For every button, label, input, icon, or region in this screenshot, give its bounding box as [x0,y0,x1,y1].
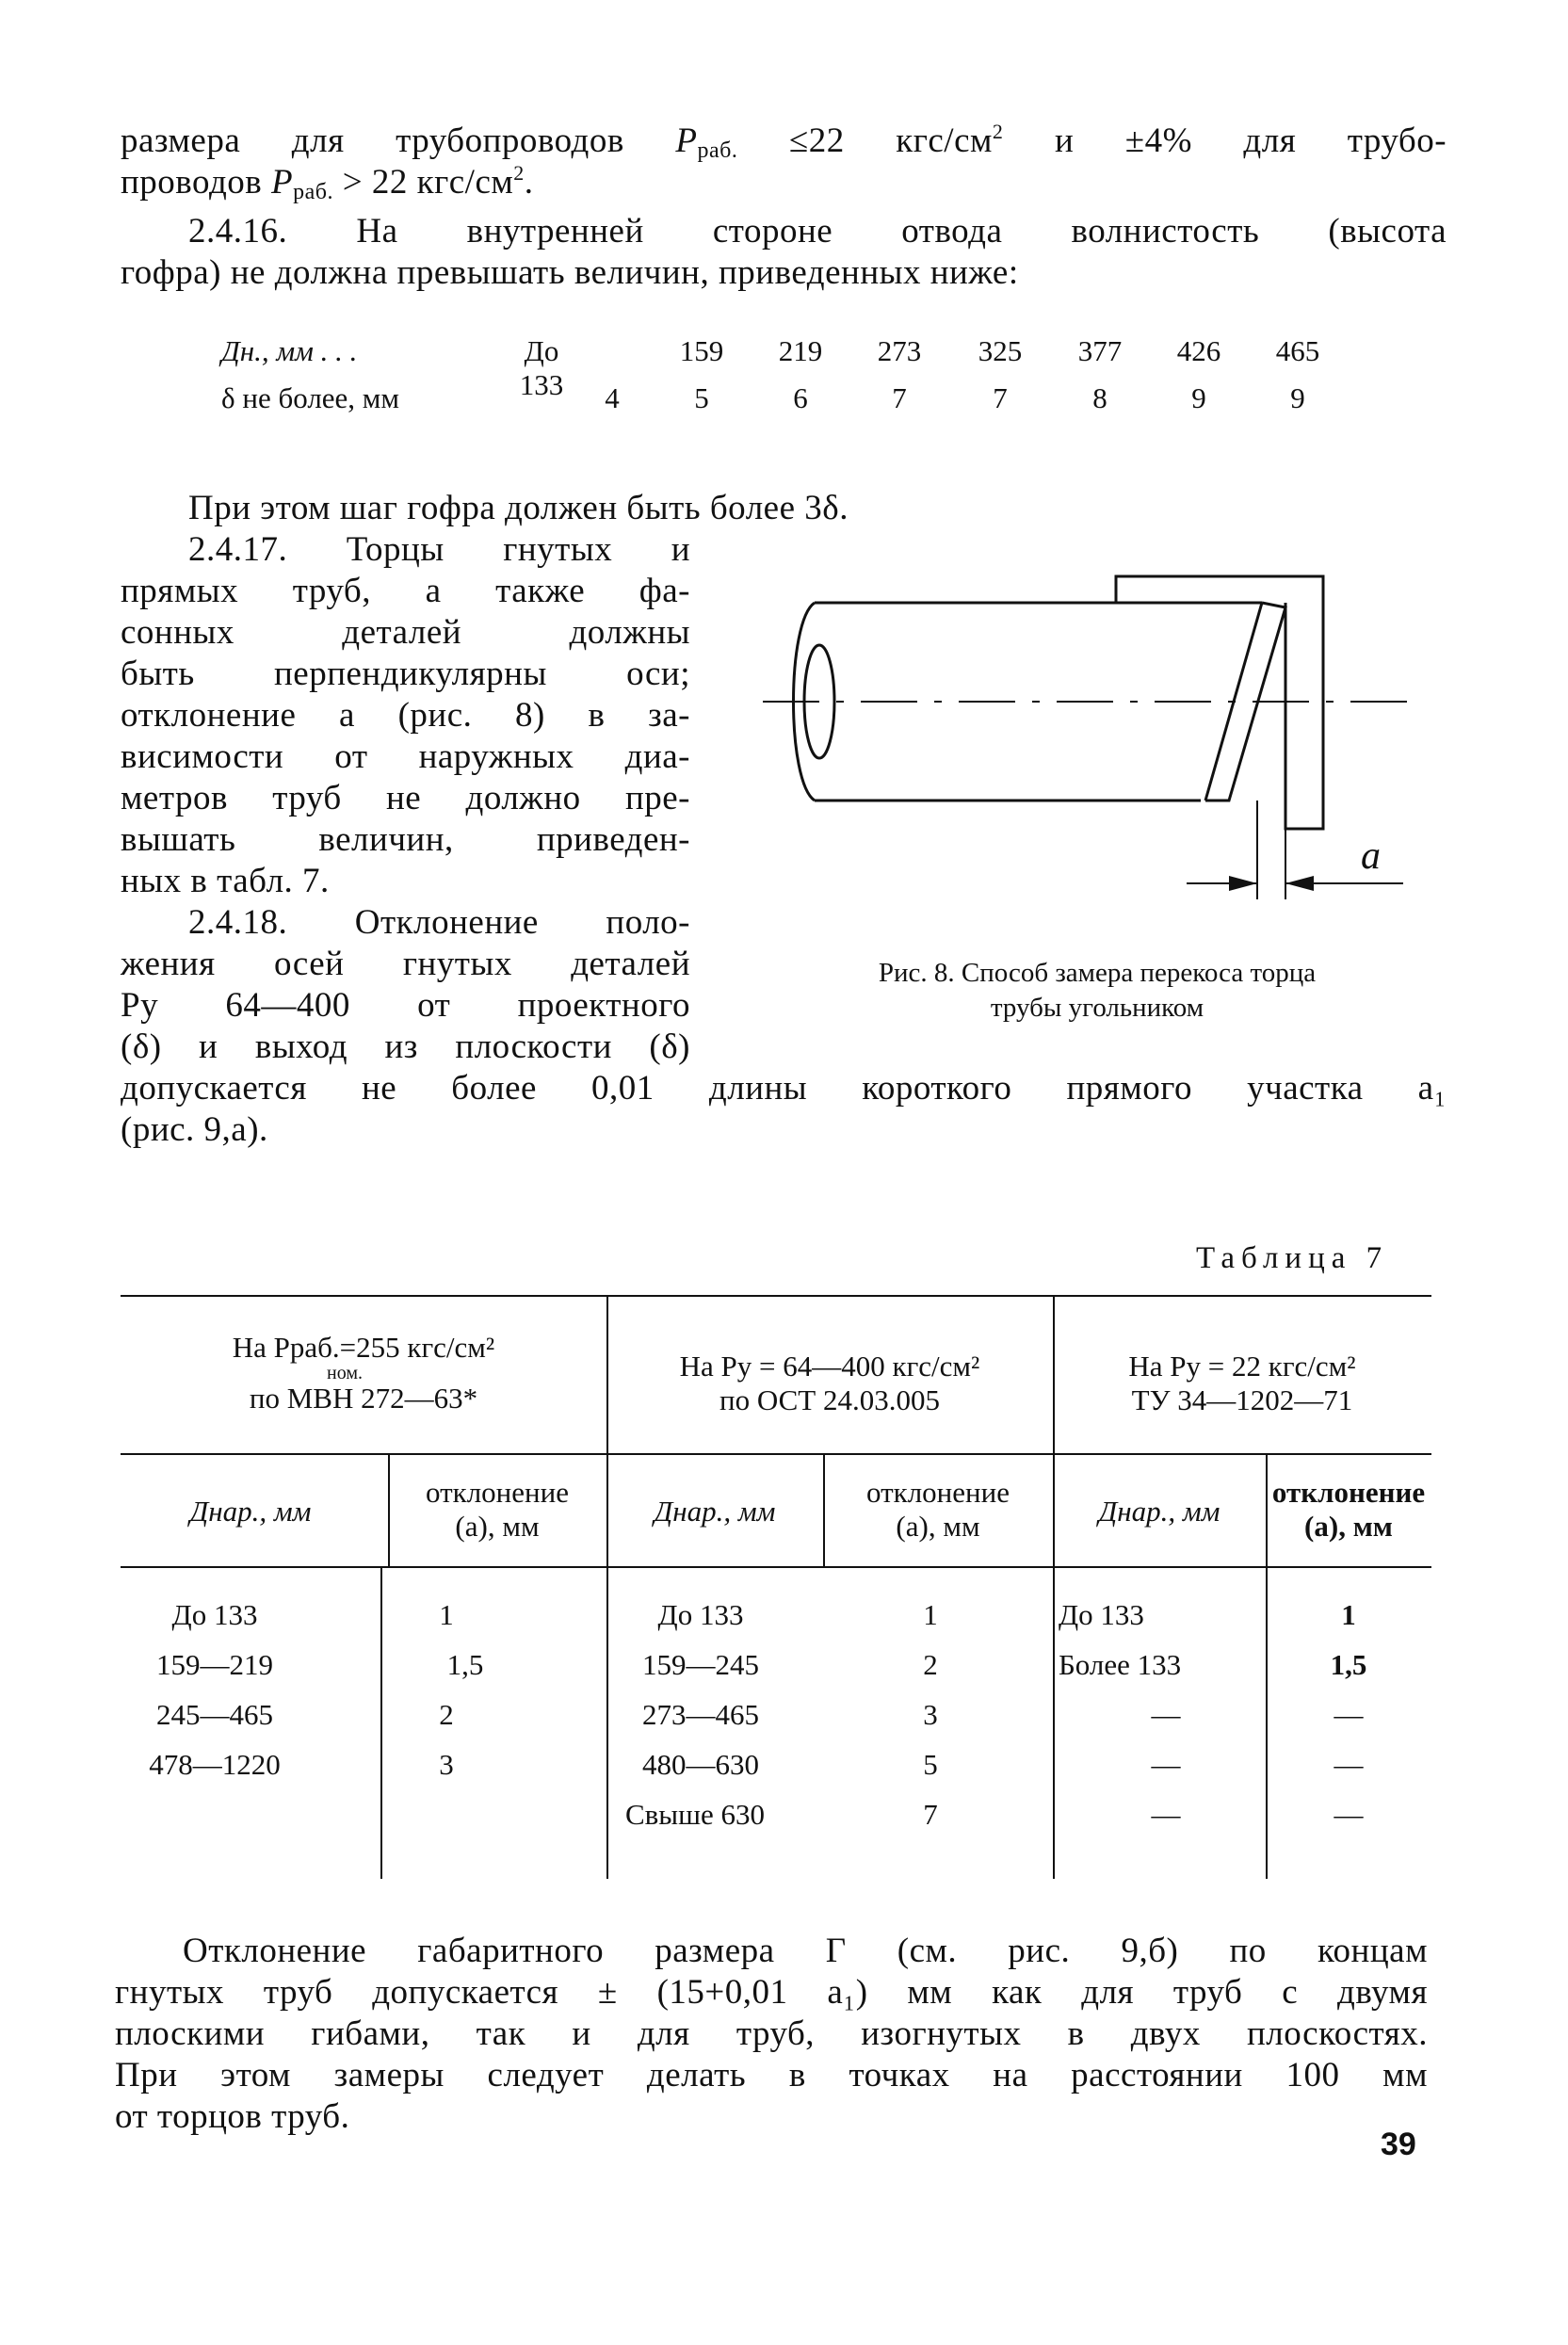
col-header-deviation [823,1476,1053,1544]
dim-value: 7 [892,381,907,414]
cell-g1-a: 1 [439,1598,454,1631]
col-header-line: (a), мм [896,1510,980,1543]
caption-line: трубы угольником [990,993,1204,1023]
para-2416-line1: 2.4.16. На внутренней стороне отвода волнистость (высота [188,212,1447,251]
table-rule [121,1453,594,1455]
col-header-deviation [1266,1476,1431,1544]
table-rule [983,1453,1431,1455]
para-line: 2.4.17. Торцы гнутых и [188,530,690,569]
dim-value: 465 [1275,334,1320,367]
cell-g2-d: 159—245 [642,1648,759,1681]
para-2417 [121,529,690,1068]
para-line: отклонение a (рис. 8) в за- [121,696,690,735]
para-line: жения осей гнутых деталей [121,945,690,983]
group-header-line: по МВН 272—63* [249,1382,478,1415]
symbol-p: P [271,163,294,202]
para-line: быть перпендикулярны оси; [121,655,690,693]
para-line: Отклонение габаритного размера Г (см. рис. 9,б) по концам [183,1932,1428,1970]
para-line: вышать величин, приведен- [121,820,690,859]
dim-value: 377 [1077,334,1123,367]
cell-g1-d: До 133 [171,1598,258,1631]
superscript: 2 [513,161,525,185]
para-line: сонных деталей должны [121,613,690,652]
para-top-line2 [121,162,534,213]
table-7 [121,1295,1431,1879]
col-header-line: (a), мм [455,1510,540,1543]
col-header-line: отклонение [866,1476,1010,1509]
text-fragment: > 22 кгс/см [342,163,514,202]
dim-value: 9 [1191,381,1206,414]
text-fragment: проводов [121,163,263,202]
table-title: Таблица 7 [1196,1241,1389,1275]
para-line: висимости от наружных диа- [121,737,690,776]
para-line: При этом замеры следует делать в точках на расстоянии 100 мм [115,2056,1428,2094]
symbol-sub: раб. [697,138,738,163]
cell-g2-d: 273—465 [642,1698,759,1731]
figure-caption [744,956,1450,1026]
text-fragment: размера для трубопроводов [121,121,624,160]
group-header-3 [1053,1350,1431,1417]
symbol-p: P [675,121,698,160]
para-line: плоскими гибами, так и для труб, изогнутых в двух плоскостях. [115,2014,1428,2053]
cell-g3-d: — [1151,1798,1181,1831]
cell-g2-a: 2 [923,1648,938,1681]
cell-g3-a: — [1334,1748,1364,1781]
group-header-line: по ОСТ 24.03.005 [719,1383,940,1416]
text-fragment: и ±4% для трубо- [1054,121,1447,160]
dim-value: До 133 [519,334,564,401]
para-step: При этом шаг гофра должен быть более 3δ. [188,489,849,527]
group-header-sub: ном. [327,1363,363,1383]
group-header-line: На Pраб.=255 кгс/см² [232,1331,495,1364]
table-rule [121,1566,1431,1568]
cell-g2-a: 3 [923,1698,938,1731]
col-header-diameter: Днар., мм [189,1495,312,1528]
group-header-line: На Pу = 22 кгс/см² [1128,1350,1356,1383]
para-line: метров труб не должно пре- [121,779,690,817]
cell-g1-a: 3 [439,1748,454,1781]
dim-value: 426 [1176,334,1221,367]
dim-value: 7 [993,381,1008,414]
col-header-line: отклонение [1271,1476,1426,1509]
cell-g3-a: — [1334,1698,1364,1731]
symbol-sub: раб. [293,180,333,204]
cell-g3-d: Более 133 [1059,1648,1182,1681]
table-rule [121,1295,1431,1297]
col-header-deviation [388,1476,606,1544]
dim-value: 9 [1290,381,1305,414]
table-rule [594,1453,983,1455]
cell-g2-a: 7 [923,1798,938,1831]
col-header-diameter: Днар., мм [654,1495,776,1528]
dim-label: δ не более, мм [221,381,400,414]
cell-g1-d: 245—465 [156,1698,273,1731]
dim-label: Дн., мм . . . [221,334,358,367]
para-2416-line2: гофра) не должна превышать величин, приведенных ниже: [121,253,1019,292]
page-number: 39 [1381,2127,1416,2162]
para-line: ных в табл. 7. [121,862,330,900]
cell-g1-a: 1,5 [446,1648,484,1681]
para-2418-line6: (рис. 9,a). [121,1110,268,1149]
para-bottom [115,1931,1428,2138]
cell-g2-d: До 133 [657,1598,744,1631]
cell-g1-d: 159—219 [156,1648,273,1681]
group-header-2 [606,1350,1053,1417]
dim-value: 8 [1092,381,1107,414]
superscript: 2 [992,120,1004,143]
dim-value: 4 [605,381,620,414]
label-a: a [1361,834,1381,878]
col-header-diameter: Днар., мм [1098,1495,1220,1528]
cell-g2-d: Свыше 630 [624,1798,766,1831]
group-header-line: ТУ 34—1202—71 [1131,1383,1353,1416]
text-fragment: ≤22 кгс/см [788,121,993,160]
para-line: от торцов труб. [115,2097,350,2136]
arrow-head [1229,876,1257,891]
col-header-line: (a), мм [1304,1510,1393,1543]
para-line: 2.4.18. Отклонение поло- [188,903,690,942]
cell-g1-d: 478—1220 [149,1748,281,1781]
dim-value: 325 [978,334,1023,367]
dim-value: 219 [778,334,823,367]
para-line: гнутых труб допускается ± (15+0,01 a₁) мм как для труб с двумя [115,1973,1428,2012]
group-header-line: На Pу = 64—400 кгс/см² [679,1350,980,1383]
col-header-line: отклонение [426,1476,569,1509]
cell-g2-a: 1 [923,1598,938,1631]
caption-line: Рис. 8. Способ замера перекоса торца [878,958,1317,988]
group-header-1 [121,1331,606,1415]
dim-value: 5 [694,381,709,414]
cell-g3-a: 1 [1341,1598,1356,1631]
dim-value: 273 [877,334,922,367]
text-fragment: . [524,163,534,202]
cell-g3-d: — [1151,1748,1181,1781]
para-line: Pу 64—400 от проектного [121,986,690,1025]
cell-g3-a: 1,5 [1330,1648,1367,1681]
para-line: прямых труб, а также фа- [121,572,690,610]
dim-value: 6 [793,381,808,414]
para-line: (δ) и выход из плоскости (δ) [121,1027,690,1066]
cell-g2-a: 5 [923,1748,938,1781]
para-2418-line5: допускается не более 0,01 длины короткого прямого участка a₁ [121,1069,1447,1108]
cell-g3-d: До 133 [1059,1598,1144,1631]
cell-g3-d: — [1151,1698,1181,1731]
dim-value: 159 [679,334,724,367]
cell-g2-d: 480—630 [642,1748,759,1781]
arrow-head [1285,876,1314,891]
cell-g1-a: 2 [439,1698,454,1731]
pipe-squareness-figure [735,565,1431,923]
cell-g3-a: — [1334,1798,1364,1831]
